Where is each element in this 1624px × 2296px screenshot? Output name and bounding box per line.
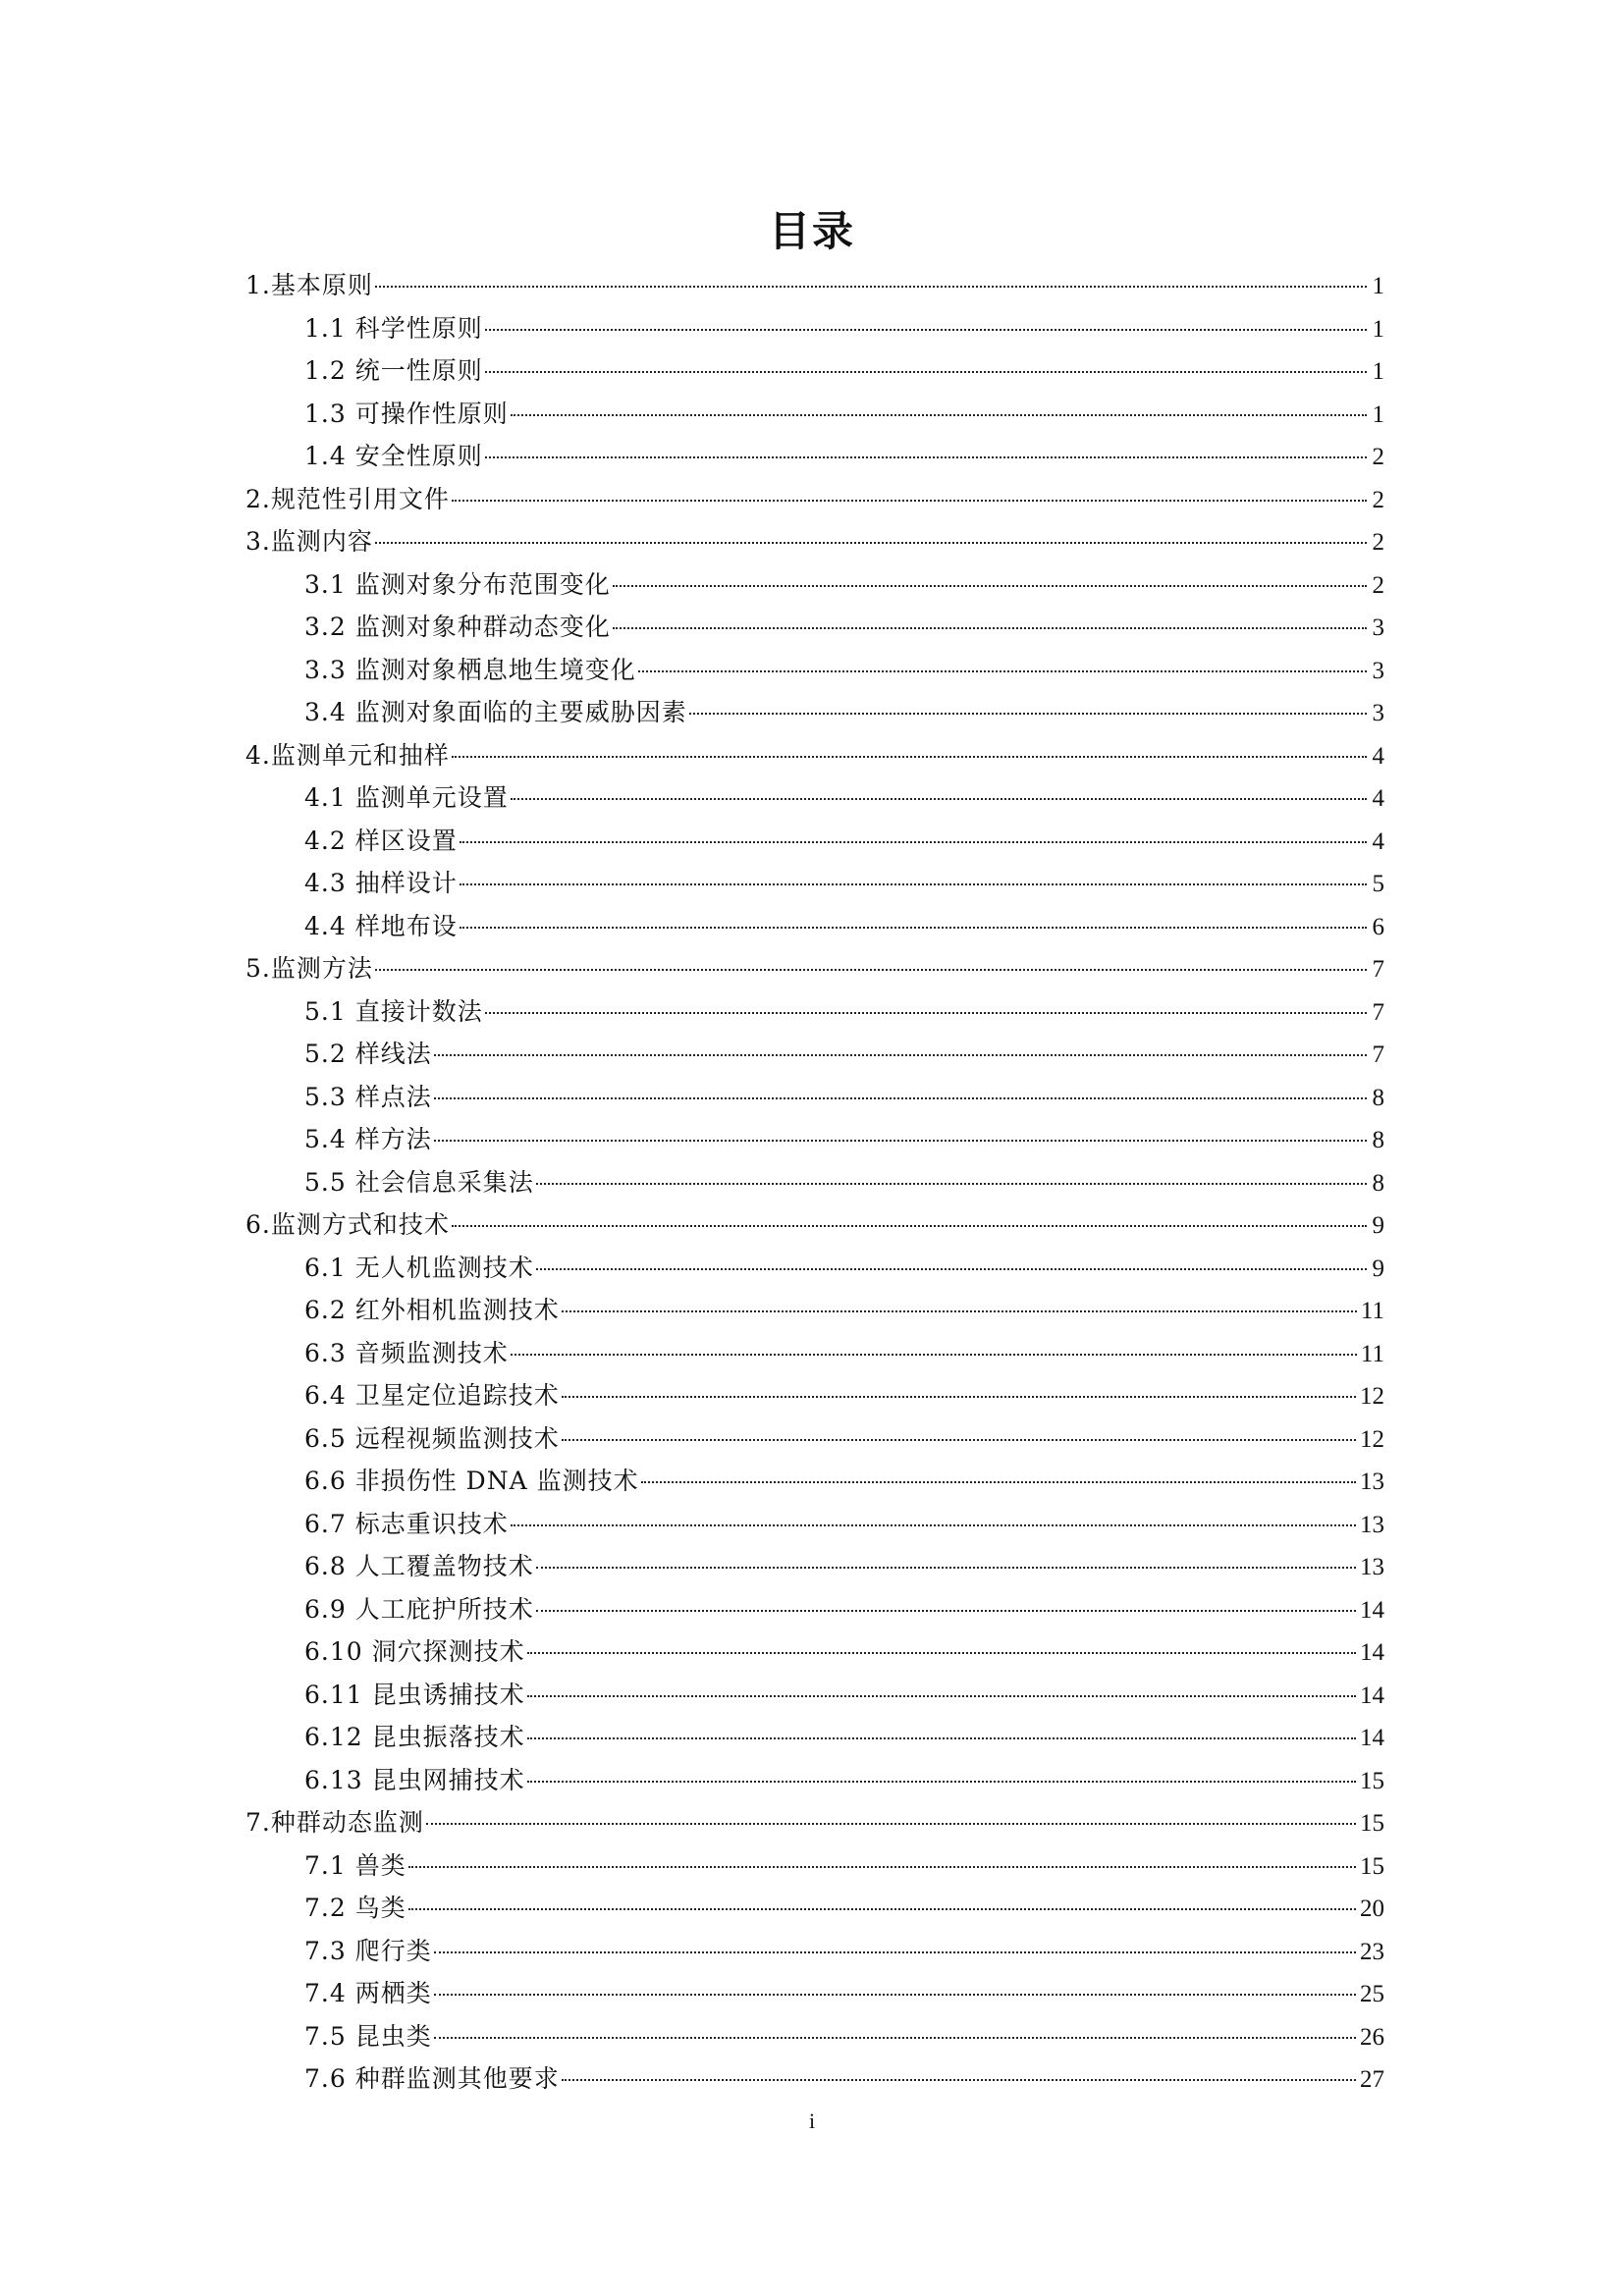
toc-entry-page-number: 4 xyxy=(1372,742,1384,770)
toc-dot-leader xyxy=(511,1524,1356,1526)
toc-section-entry[interactable] xyxy=(245,776,1384,820)
toc-entry-page-number: 3 xyxy=(1372,700,1384,726)
toc-section-entry[interactable] xyxy=(245,2057,1384,2101)
toc-entry-page-number: 23 xyxy=(1360,1938,1384,1965)
toc-entry-page-number: 9 xyxy=(1372,1212,1384,1239)
toc-entry-page-number: 8 xyxy=(1372,1084,1384,1111)
toc-dot-leader xyxy=(452,756,1367,758)
toc-entry-label: 4.监测单元和抽样 xyxy=(245,740,450,770)
toc-dot-leader xyxy=(527,1652,1356,1654)
toc-dot-leader xyxy=(375,542,1367,544)
toc-dot-leader xyxy=(562,1310,1357,1312)
toc-entry-page-number: 6 xyxy=(1372,913,1384,940)
toc-entry-label: 7.2 鸟类 xyxy=(304,1894,406,1922)
toc-entry-page-number: 3 xyxy=(1372,614,1384,641)
page-number: i xyxy=(808,2109,816,2133)
toc-dot-leader xyxy=(485,329,1367,331)
toc-entry-page-number: 14 xyxy=(1360,1682,1384,1709)
toc-section-entry[interactable] xyxy=(245,990,1384,1034)
toc-section-entry[interactable] xyxy=(245,1887,1384,1930)
toc-entry-label: 6.1 无人机监测技术 xyxy=(304,1253,534,1282)
toc-dot-leader xyxy=(375,969,1367,971)
toc-entry-page-number: 7 xyxy=(1372,1041,1384,1068)
toc-entry-page-number: 14 xyxy=(1360,1596,1384,1624)
toc-dot-leader xyxy=(536,1567,1356,1569)
toc-entry-page-number: 1 xyxy=(1372,400,1384,428)
toc-dot-leader xyxy=(562,1439,1356,1441)
toc-entry-page-number: 1 xyxy=(1372,358,1384,385)
toc-section-entry[interactable] xyxy=(245,1545,1384,1588)
toc-section-entry[interactable] xyxy=(245,1716,1384,1759)
toc-entry-page-number: 15 xyxy=(1360,1810,1384,1837)
toc-entry-label: 5.1 直接计数法 xyxy=(304,996,483,1026)
toc-dot-leader xyxy=(527,1737,1356,1739)
toc-entry-page-number: 13 xyxy=(1360,1511,1384,1538)
toc-section-entry[interactable] xyxy=(245,1930,1384,1973)
toc-entry-label: 1.基本原则 xyxy=(245,271,373,299)
toc-dot-leader xyxy=(527,1781,1356,1783)
toc-entry-label: 7.1 兽类 xyxy=(304,1850,406,1880)
toc-entry-page-number: 27 xyxy=(1360,2066,1384,2093)
toc-entry-page-number: 12 xyxy=(1360,1425,1384,1453)
toc-entry-page-number: 3 xyxy=(1372,657,1384,684)
toc-entry-label: 7.4 两栖类 xyxy=(304,1979,432,2007)
toc-section-entry[interactable] xyxy=(245,1972,1384,2015)
toc-entry-label: 6.10 洞穴探测技术 xyxy=(304,1637,525,1666)
toc-chapter-entry[interactable] xyxy=(245,520,1384,563)
toc-section-entry[interactable] xyxy=(245,862,1384,905)
toc-entry-label: 3.监测内容 xyxy=(245,527,373,556)
toc-dot-leader xyxy=(434,2037,1356,2039)
toc-section-entry[interactable] xyxy=(245,1033,1384,1076)
toc-entry-page-number: 2 xyxy=(1372,571,1384,599)
toc-section-entry[interactable] xyxy=(245,1161,1384,1204)
toc-entry-label: 4.4 样地布设 xyxy=(304,911,458,940)
toc-section-entry[interactable] xyxy=(245,393,1384,436)
toc-dot-leader xyxy=(641,1481,1356,1483)
toc-chapter-entry[interactable] xyxy=(245,947,1384,990)
toc-entry-page-number: 4 xyxy=(1372,828,1384,855)
toc-section-entry[interactable] xyxy=(245,1674,1384,1717)
toc-section-entry[interactable] xyxy=(245,1460,1384,1503)
toc-dot-leader xyxy=(434,1951,1356,1953)
toc-entry-label: 1.4 安全性原则 xyxy=(304,442,483,470)
toc-dot-leader xyxy=(536,1268,1367,1270)
toc-entry-label: 7.5 昆虫类 xyxy=(304,2021,432,2051)
toc-entry-page-number: 5 xyxy=(1372,871,1384,897)
toc-entry-label: 6.6 非损伤性 DNA 监测技术 xyxy=(304,1467,639,1495)
toc-entry-page-number: 25 xyxy=(1360,1981,1384,2007)
toc-dot-leader xyxy=(536,1183,1367,1185)
toc-entry-label: 6.9 人工庇护所技术 xyxy=(304,1594,534,1624)
toc-section-entry[interactable] xyxy=(245,1417,1384,1461)
toc-entry-label: 3.4 监测对象面临的主要威胁因素 xyxy=(304,698,687,726)
toc-entry-label: 4.2 样区设置 xyxy=(304,826,458,855)
toc-entry-label: 3.3 监测对象栖息地生境变化 xyxy=(304,655,636,684)
toc-dot-leader xyxy=(562,1396,1356,1398)
toc-entry-page-number: 1 xyxy=(1372,273,1384,299)
toc-entry-label: 3.1 监测对象分布范围变化 xyxy=(304,569,611,599)
toc-entry-label: 1.3 可操作性原则 xyxy=(304,399,509,428)
toc-section-entry[interactable] xyxy=(245,1844,1384,1888)
toc-entry-page-number: 15 xyxy=(1360,1767,1384,1794)
toc-entry-page-number: 11 xyxy=(1360,1298,1384,1324)
toc-entry-label: 6.12 昆虫振落技术 xyxy=(304,1723,525,1751)
toc-dot-leader xyxy=(408,1908,1356,1910)
toc-dot-leader xyxy=(434,1994,1356,1996)
toc-section-entry[interactable] xyxy=(245,1118,1384,1161)
toc-entry-label: 7.6 种群监测其他要求 xyxy=(304,2064,560,2093)
toc-section-entry[interactable] xyxy=(245,1374,1384,1417)
toc-dot-leader xyxy=(527,1695,1356,1697)
toc-section-entry[interactable] xyxy=(245,1630,1384,1674)
toc-entry-page-number: 8 xyxy=(1372,1169,1384,1197)
toc-entry-page-number: 11 xyxy=(1360,1340,1384,1367)
toc-dot-leader xyxy=(485,371,1367,373)
toc-section-entry[interactable] xyxy=(245,1332,1384,1375)
toc-entry-page-number: 7 xyxy=(1372,956,1384,983)
toc-entry-label: 6.13 昆虫网捕技术 xyxy=(304,1765,525,1794)
toc-dot-leader xyxy=(434,1054,1367,1056)
toc-entry-label: 6.8 人工覆盖物技术 xyxy=(304,1552,534,1580)
toc-entry-page-number: 2 xyxy=(1372,444,1384,470)
toc-section-entry[interactable] xyxy=(245,1503,1384,1546)
toc-dot-leader xyxy=(536,1610,1356,1612)
toc-dot-leader xyxy=(426,1823,1356,1825)
toc-dot-leader xyxy=(511,1354,1357,1356)
toc-entry-label: 2.规范性引用文件 xyxy=(245,484,450,513)
toc-dot-leader xyxy=(689,713,1367,715)
toc-section-entry[interactable] xyxy=(245,606,1384,649)
toc-dot-leader xyxy=(452,500,1367,502)
toc-section-entry[interactable] xyxy=(245,307,1384,350)
toc-chapter-entry[interactable] xyxy=(245,1801,1384,1844)
toc-entry-label: 4.1 监测单元设置 xyxy=(304,783,509,812)
toc-section-entry[interactable] xyxy=(245,563,1384,607)
toc-section-entry[interactable] xyxy=(245,1759,1384,1802)
toc-entry-page-number: 13 xyxy=(1360,1554,1384,1580)
toc-entry-label: 3.2 监测对象种群动态变化 xyxy=(304,613,611,641)
toc-entry-label: 1.2 统一性原则 xyxy=(304,356,483,385)
toc-entry-label: 5.4 样方法 xyxy=(304,1125,432,1153)
toc-entry-label: 5.3 样点法 xyxy=(304,1082,432,1111)
toc-entry-page-number: 14 xyxy=(1360,1725,1384,1751)
toc-entry-page-number: 26 xyxy=(1360,2023,1384,2051)
page-title: 目录 xyxy=(768,207,855,255)
toc-entry-label: 5.2 样线法 xyxy=(304,1040,432,1068)
toc-section-entry[interactable] xyxy=(245,349,1384,393)
toc-section-entry[interactable] xyxy=(245,435,1384,478)
toc-entry-label: 6.2 红外相机监测技术 xyxy=(304,1296,560,1324)
toc-entry-page-number: 15 xyxy=(1360,1852,1384,1880)
toc-entry-label: 6.7 标志重识技术 xyxy=(304,1509,509,1538)
toc-entry-label: 7.种群动态监测 xyxy=(245,1808,424,1837)
toc-entry-label: 6.5 远程视频监测技术 xyxy=(304,1423,560,1453)
toc-dot-leader xyxy=(452,1225,1367,1227)
toc-dot-leader xyxy=(613,585,1367,587)
toc-entry-page-number: 1 xyxy=(1372,315,1384,343)
toc-entry-page-number: 9 xyxy=(1372,1255,1384,1282)
toc-dot-leader xyxy=(434,1097,1367,1099)
toc-entry-page-number: 4 xyxy=(1372,785,1384,812)
toc-dot-leader xyxy=(485,456,1367,458)
toc-chapter-entry[interactable] xyxy=(245,1203,1384,1247)
toc-dot-leader xyxy=(485,1012,1367,1014)
toc-section-entry[interactable] xyxy=(245,1588,1384,1631)
toc-entry-page-number: 8 xyxy=(1372,1127,1384,1153)
toc-entry-label: 1.1 科学性原则 xyxy=(304,313,483,343)
toc-section-entry[interactable] xyxy=(245,649,1384,692)
toc-dot-leader xyxy=(460,883,1367,885)
toc-entry-label: 6.4 卫星定位追踪技术 xyxy=(304,1381,560,1410)
toc-dot-leader xyxy=(562,2079,1356,2081)
toc-dot-leader xyxy=(460,927,1367,929)
toc-entry-label: 6.3 音频监测技术 xyxy=(304,1338,509,1367)
toc-dot-leader xyxy=(434,1140,1367,1142)
toc-dot-leader xyxy=(613,627,1367,629)
toc-entry-page-number: 12 xyxy=(1360,1383,1384,1410)
toc-entry-page-number: 2 xyxy=(1372,529,1384,556)
toc-entry-label: 6.监测方式和技术 xyxy=(245,1210,450,1239)
toc-section-entry[interactable] xyxy=(245,2015,1384,2058)
toc-entry-label: 5.监测方法 xyxy=(245,954,373,983)
table-of-contents xyxy=(245,264,1384,2101)
toc-dot-leader xyxy=(408,1866,1356,1868)
toc-chapter-entry[interactable] xyxy=(245,734,1384,777)
toc-dot-leader xyxy=(511,414,1367,416)
toc-entry-label: 6.11 昆虫诱捕技术 xyxy=(304,1680,525,1709)
toc-section-entry[interactable] xyxy=(245,1247,1384,1290)
toc-section-entry[interactable] xyxy=(245,905,1384,948)
toc-entry-label: 7.3 爬行类 xyxy=(304,1936,432,1965)
toc-chapter-entry[interactable] xyxy=(245,264,1384,307)
toc-entry-page-number: 13 xyxy=(1360,1468,1384,1495)
toc-section-entry[interactable] xyxy=(245,691,1384,734)
toc-entry-page-number: 20 xyxy=(1360,1896,1384,1922)
toc-entry-page-number: 2 xyxy=(1372,486,1384,513)
toc-entry-page-number: 7 xyxy=(1372,998,1384,1026)
toc-chapter-entry[interactable] xyxy=(245,478,1384,521)
toc-section-entry[interactable] xyxy=(245,820,1384,863)
toc-dot-leader xyxy=(375,286,1367,288)
toc-section-entry[interactable] xyxy=(245,1076,1384,1119)
toc-entry-label: 4.3 抽样设计 xyxy=(304,869,458,897)
toc-entry-page-number: 14 xyxy=(1360,1639,1384,1666)
toc-dot-leader xyxy=(638,670,1367,672)
toc-dot-leader xyxy=(460,841,1367,843)
toc-section-entry[interactable] xyxy=(245,1289,1384,1332)
toc-entry-label: 5.5 社会信息采集法 xyxy=(304,1167,534,1197)
toc-dot-leader xyxy=(511,798,1367,800)
